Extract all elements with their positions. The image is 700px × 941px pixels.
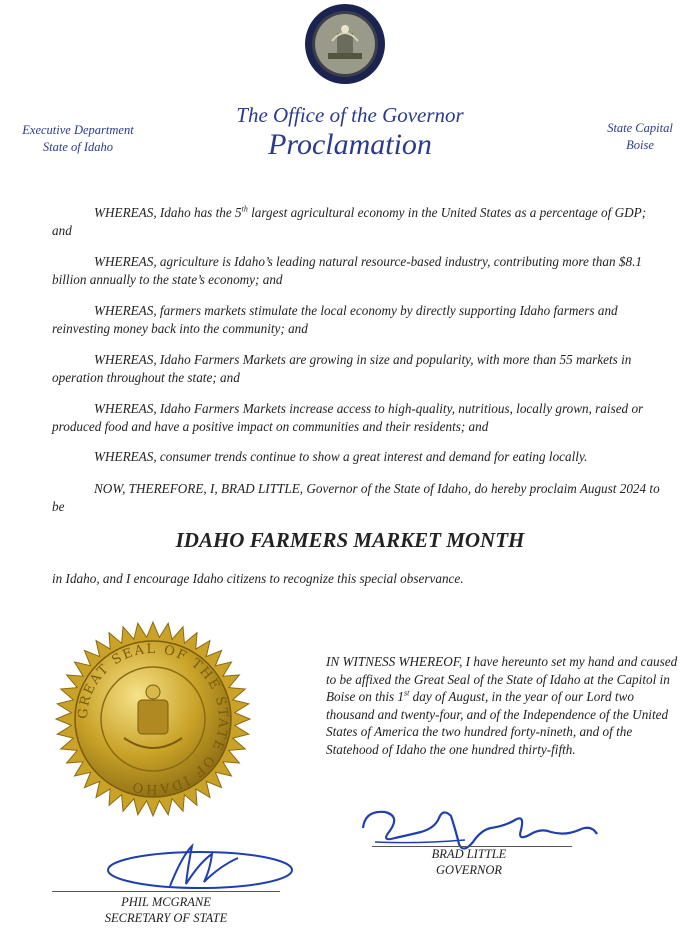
great-seal-gold [54,620,252,818]
whereas-1-sup: th [241,204,248,214]
proclaim-paragraph: NOW, THEREFORE, I, BRAD LITTLE, Governor of the State of Idaho, do hereby proclaim August 2024 to be [52,481,660,514]
seal-ring-text: GREAT SEAL OF THE STATE OF IDAHO [75,641,231,797]
secretary-title: SECRETARY OF STATE [104,911,228,925]
witness-after: day of August, in the year of our Lord two thousand and twenty-four, and of the Independence of the United States of America the two hundred forty-nineth, and of the Statehood of Idaho the one hundred thirty-fifth. [326,689,669,757]
whereas-paragraph-5: WHEREAS, Idaho Farmers Markets increase access to high-quality, nutritious, locally grown, raised or produced food and have a positive impact on communities and their residents; and [52,401,644,434]
state-capital-line: State Capital [607,121,673,135]
office-title: The Office of the Governor [236,103,464,127]
whereas-1-before: WHEREAS, Idaho has the 5 [94,205,242,220]
declaration-heading: IDAHO FARMERS MARKET MONTH [175,528,525,552]
witness-paragraph [326,653,678,759]
document-type-title: Proclamation [268,128,432,161]
whereas-paragraph-1 [52,204,660,239]
closing-sentence: in Idaho, and I encourage Idaho citizens to recognize this special observance. [52,571,464,586]
whereas-paragraph-3: WHEREAS, farmers markets stimulate the local economy by directly supporting Idaho farmers and reinvesting money back into the community; and [52,303,618,336]
whereas-1-after: largest agricultural economy in the United States as a percentage of GDP; and [52,205,647,238]
state-capital-label [590,120,690,154]
secretary-name: PHIL MCGRANE [121,895,211,909]
whereas-paragraph-2: WHEREAS, agriculture is Idaho’s leading natural resource-based industry, contributing more than $8.1 billion annually to the state’s economy; and [52,254,642,287]
governor-name: BRAD LITTLE [431,847,507,861]
whereas-paragraph-4: WHEREAS, Idaho Farmers Markets are growing in size and popularity, with more than 55 markets in operation throughout the state; and [52,352,632,385]
secretary-signature [100,836,300,896]
boise-line: Boise [626,138,654,152]
executive-department-label [18,122,138,156]
executive-department-line: Executive Department [22,123,134,137]
witness-sup: st [404,688,410,698]
secretary-name-block [66,894,266,926]
governor-title: GOVERNOR [436,863,502,877]
witness-before: IN WITNESS WHEREOF, I have hereunto set my hand and caused to be affixed the Great Seal of the State of Idaho at the Capitol in Boise on this 1 [326,654,678,705]
secretary-signature-line [52,891,280,892]
state-seal-emblem [304,3,386,85]
governor-name-block [404,846,534,878]
gold-seal-graphic [54,620,252,818]
whereas-paragraph-6: WHEREAS, consumer trends continue to show a great interest and demand for eating locally. [94,449,588,464]
state-of-idaho-line: State of Idaho [42,140,114,154]
